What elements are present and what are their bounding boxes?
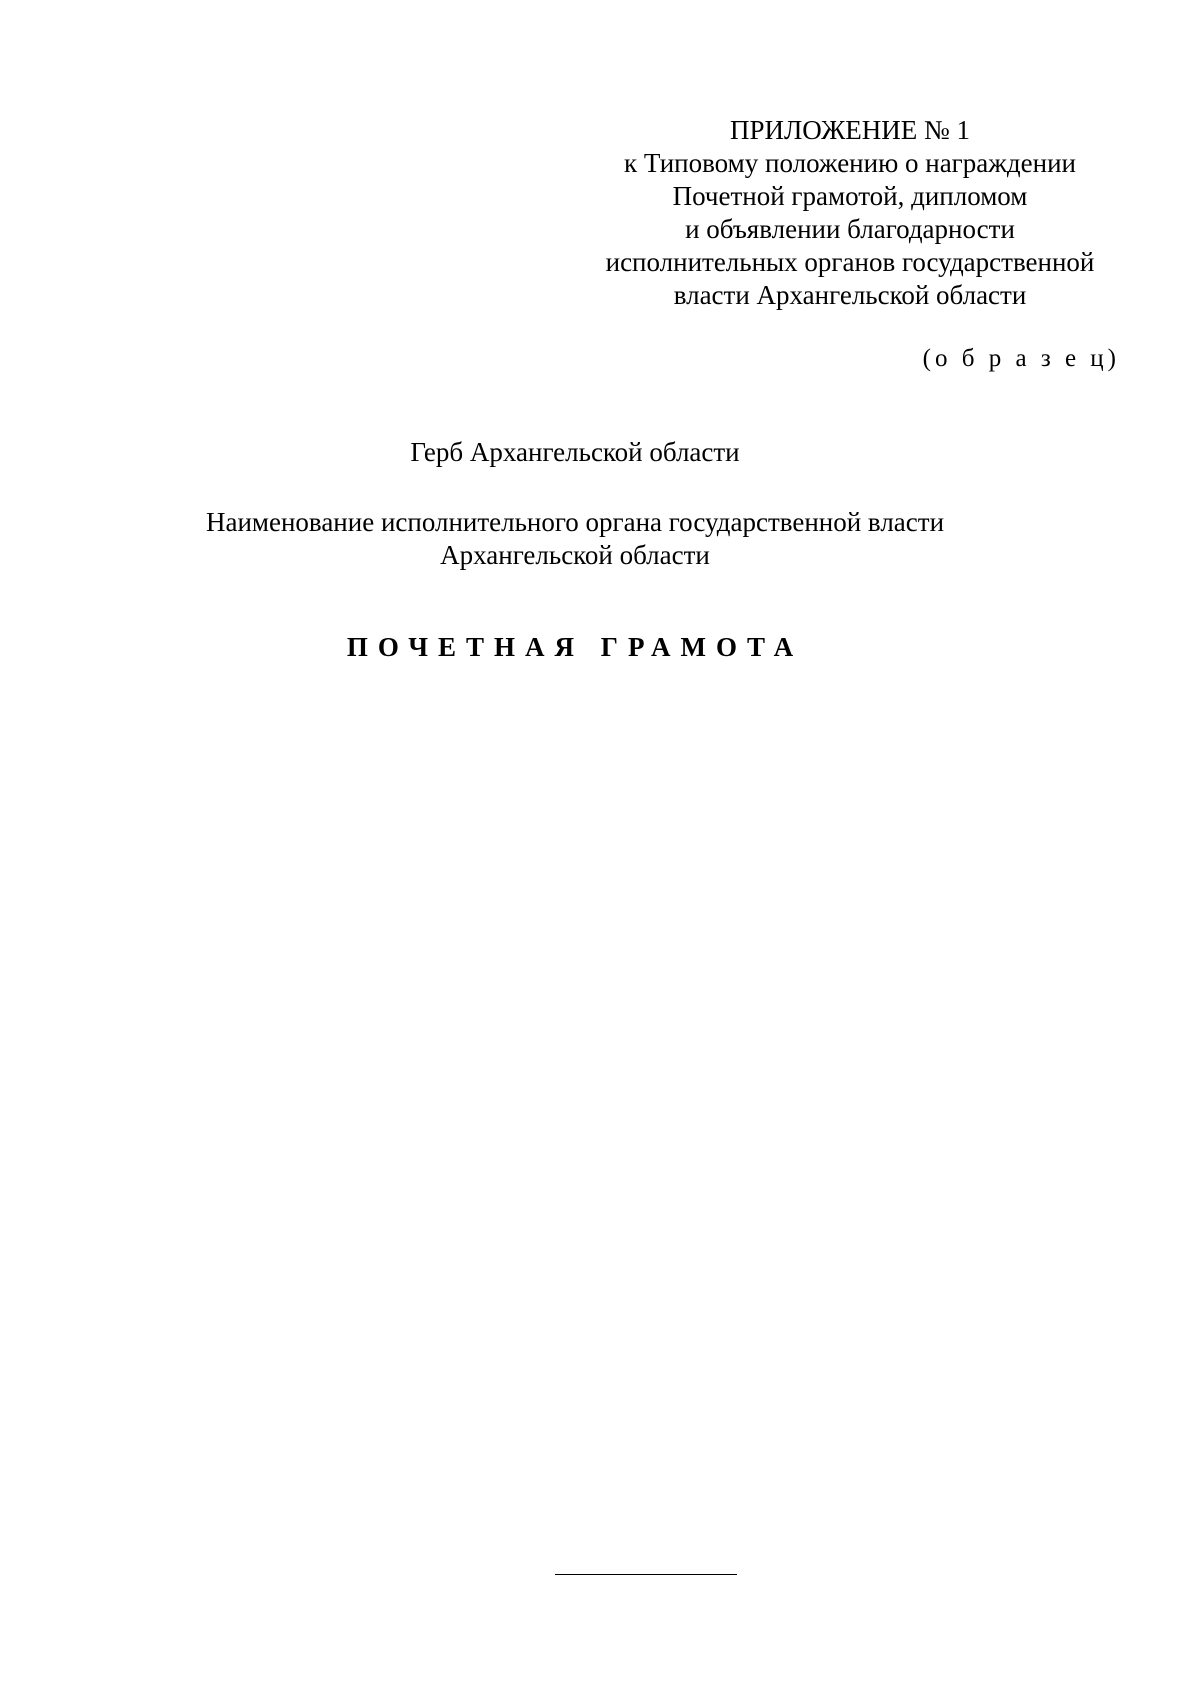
appendix-header [590, 114, 1110, 312]
appendix-number: ПРИЛОЖЕНИЕ № 1 [729, 115, 971, 145]
appendix-line: к Типовому положению о награждении [624, 148, 1076, 178]
appendix-line: и объявлении благодарности [685, 214, 1015, 244]
appendix-line: Почетной грамотой, дипломом [672, 181, 1028, 211]
organ-name-line: Архангельской области [440, 540, 710, 570]
appendix-line: власти Архангельской области [673, 280, 1027, 310]
document-title: ПОЧЕТНАЯ ГРАМОТА [346, 632, 804, 662]
footer-divider [555, 1574, 737, 1575]
organ-name [0, 506, 1200, 572]
sample-note: (о б р а з е ц) [922, 345, 1120, 372]
coat-of-arms-label: Герб Архангельской области [410, 437, 740, 467]
organ-name-line: Наименование исполнительного органа государственной власти [205, 507, 945, 537]
appendix-line: исполнительных органов государственной [605, 247, 1095, 277]
